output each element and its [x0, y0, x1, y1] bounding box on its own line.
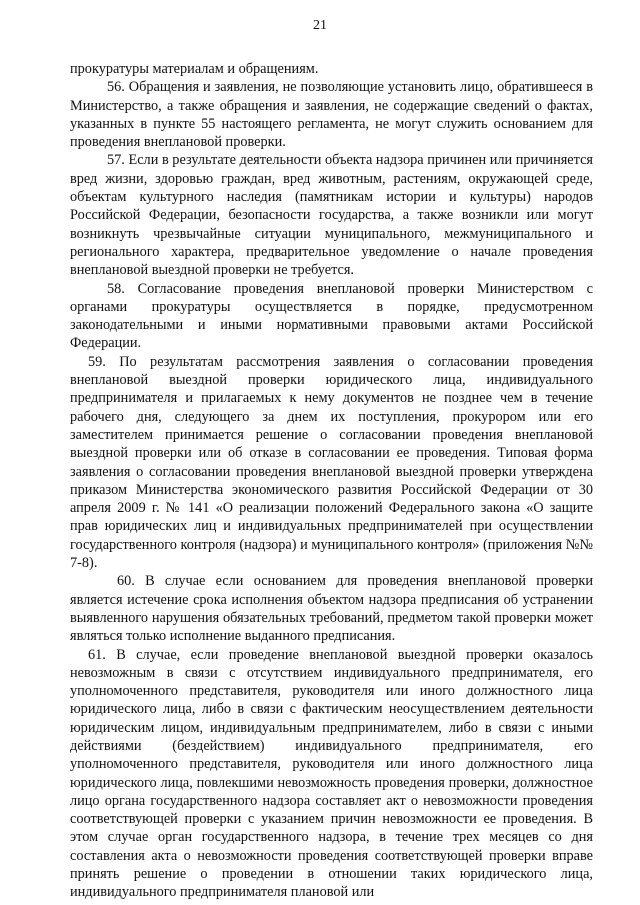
paragraph-text: Обращения и заявления, не позволяющие установить лицо, обратившееся в Министерство, а также обращения и заявления, не содержащие сведений о фактах, указанных в пункте 55 настоящего регламента, не могут служить основанием для проведения внеплановой проверки. — [70, 79, 593, 151]
paragraph-text: В случае если основанием для проведения внеплановой проверки является истечение срока исполнения объектом надзора предписания об устранении выявленного нарушения обязательных требований, предметом такой проверки может являться только исполнение выданного предписания. — [70, 573, 593, 645]
paragraph-60 — [70, 572, 593, 645]
paragraph-text: Согласование проведения внеплановой проверки Министерством с органами прокуратуры осуществляется в порядке, предусмотренном законодательными и иными нормативными правовыми актами Российской Федерации. — [70, 280, 593, 352]
paragraph-59 — [70, 353, 593, 573]
paragraph-text: В случае, если проведение внеплановой выездной проверки оказалось невозможным в связи с отсутствием индивидуального предпринимателя, его уполномоченного представителя, руководителя или иного должностного лица юридического лица, либо в связи с фактическим неосуществлением деятельности юридическим лицом, индивидуальным предпринимателем, либо в связи с иными действиями (бездействием) индивидуального предпринимателя, его уполномоченного представителя, руководителя или иного должностного лица юридического лица, повлекшими невозможность проведения проверки, должностное лицо органа государственного надзора составляет акт о невозможности проведения соответствующей проверки с указанием причин невозможности ее проведения. В этом случае орган государственного надзора, в течение трех месяцев со дня составления акта о невозможности проведения соответствующей проверки вправе принять решение о проведении в отношении таких юридического лица, индивидуального предпринимателя плановой или — [70, 646, 593, 901]
paragraph-number: 57. — [107, 152, 125, 169]
paragraph-58 — [70, 280, 593, 353]
paragraph-text: Если в результате деятельности объекта надзора причинен или причиняется вред жизни, здоровью граждан, вред животным, растениям, окружающей среде, объектам культурного наследия (памятникам истории и культуры) народов Российской Федерации, безопасности государства, а также возникли или могут возникнуть чрезвычайные ситуации муниципального, межмуниципального и регионального характера, предварительное уведомление о начале проведения внеплановой выездной проверки не требуется. — [70, 152, 593, 279]
paragraph-number: 58. — [107, 280, 125, 297]
paragraph-61 — [70, 646, 593, 902]
paragraph-number: 59. — [88, 353, 106, 370]
paragraph-continuation — [70, 60, 593, 78]
paragraph-number: 60. — [117, 573, 135, 590]
paragraph-text: прокуратуры материалам и обращениям. — [70, 61, 319, 77]
paragraph-56 — [70, 78, 593, 151]
paragraph-57 — [70, 151, 593, 279]
paragraph-number: 56. — [107, 79, 125, 96]
paragraph-text: По результатам рассмотрения заявления о согласовании проведения внеплановой выездной проверки юридического лица, индивидуального предпринимателя и прилагаемых к нему документов не позднее чем в течение рабочего дня, следующего за днем их поступления, прокурором или его заместителем принимается решение о согласовании проведения внеплановой выездной проверки или об отказе в согласовании ее проведения. Типовая форма заявления о согласовании проведения внеплановой выездной проверки утверждена приказом Министерства экономического развития Российской Федерации от 30 апреля 2009 г. № 141 «О реализации положений Федерального закона «О защите прав юридических лиц и индивидуальных предпринимателей при осуществлении государственного контроля (надзора) и муниципального контроля» (приложения №№ 7-8). — [70, 353, 593, 572]
paragraph-number: 61. — [88, 646, 106, 663]
page-number: 21 — [313, 18, 327, 33]
document-body — [70, 60, 593, 902]
